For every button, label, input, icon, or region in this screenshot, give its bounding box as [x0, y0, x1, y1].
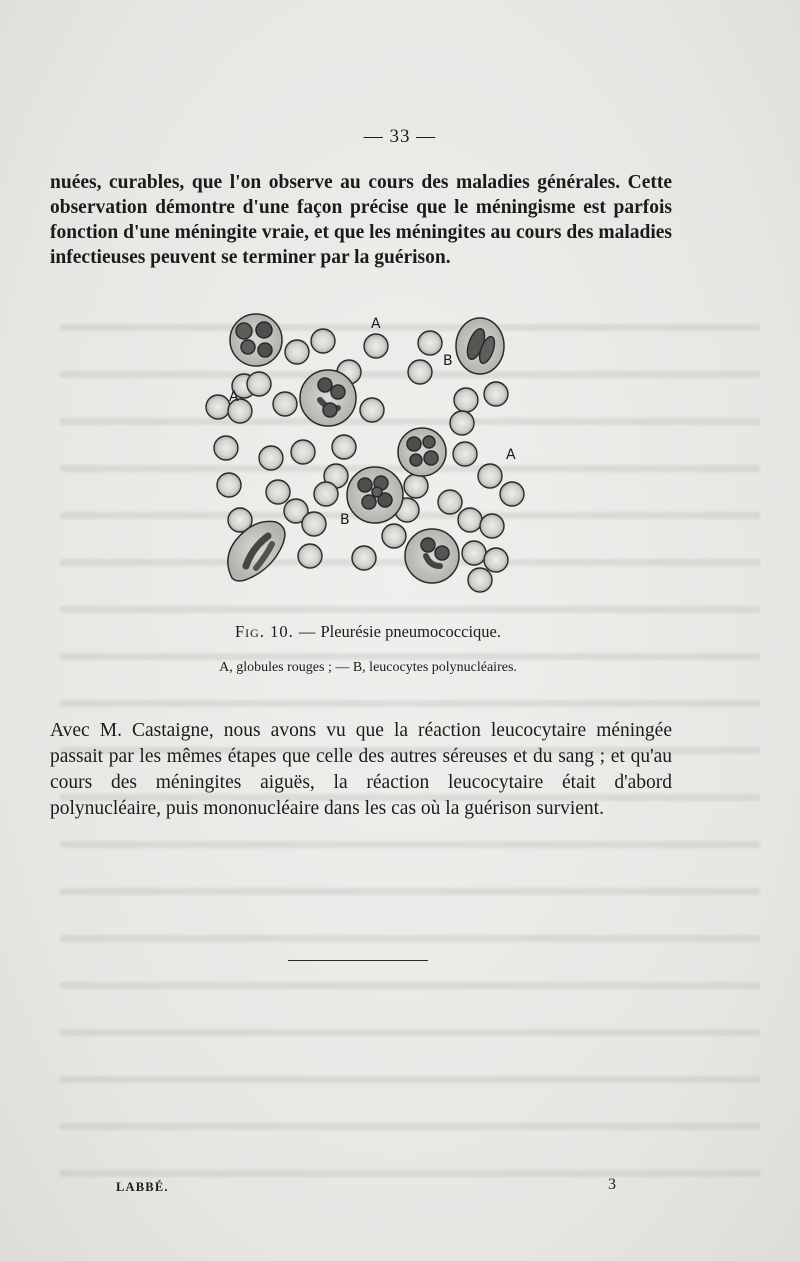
red-blood-cell	[500, 482, 524, 506]
red-blood-cell	[291, 440, 315, 464]
red-blood-cell	[418, 331, 442, 355]
red-blood-cell	[484, 548, 508, 572]
leucocyte	[300, 370, 356, 426]
red-blood-cell	[364, 334, 388, 358]
figure-legend: A, globules rouges ; — B, leucocytes polynucléaires.	[219, 660, 517, 675]
red-blood-cell	[298, 544, 322, 568]
red-blood-cell	[314, 482, 338, 506]
figure-label-b: B	[443, 353, 453, 369]
red-blood-cell	[458, 508, 482, 532]
leucocyte	[347, 467, 403, 523]
figure-label-b: B	[340, 512, 350, 528]
paragraph-1: nuées, curables, que l'on observe au cours des maladies générales. Cette observation démontre d'une façon précise que le méningisme est parfois fonction d'une méningite vraie, et que les méningites au cours des maladies infectieuses peuvent se terminer par la guérison.	[50, 172, 672, 268]
red-blood-cell	[360, 398, 384, 422]
red-blood-cell	[468, 568, 492, 592]
figure-label-a: A	[506, 447, 516, 463]
figure-label-a: A	[229, 389, 239, 405]
footer-author: LABBÉ.	[116, 1180, 169, 1194]
red-blood-cell	[217, 473, 241, 497]
red-blood-cell	[382, 524, 406, 548]
red-blood-cell	[462, 541, 486, 565]
red-blood-cell	[404, 474, 428, 498]
leucocyte	[405, 529, 459, 583]
figure-caption-text: Pleurésie pneumococcique.	[320, 622, 501, 641]
red-blood-cell	[302, 512, 326, 536]
red-blood-cell	[273, 392, 297, 416]
red-blood-cell	[450, 411, 474, 435]
red-blood-cell	[247, 372, 271, 396]
page-number: — 33 —	[363, 126, 437, 147]
red-blood-cell	[453, 442, 477, 466]
red-blood-cell	[438, 490, 462, 514]
leucocyte	[456, 318, 504, 374]
red-blood-cell	[266, 480, 290, 504]
red-blood-cell	[484, 382, 508, 406]
red-blood-cell	[259, 446, 283, 470]
figure-label-a: A	[371, 316, 381, 332]
red-blood-cell	[214, 436, 238, 460]
red-blood-cell	[285, 340, 309, 364]
red-blood-cell	[332, 435, 356, 459]
red-blood-cell	[408, 360, 432, 384]
figure-illustration	[195, 298, 535, 610]
red-blood-cell	[480, 514, 504, 538]
figure-caption	[0, 622, 736, 642]
red-blood-cell	[478, 464, 502, 488]
red-blood-cell	[352, 546, 376, 570]
footer-signature-mark: 3	[608, 1176, 616, 1193]
red-blood-cell	[311, 329, 335, 353]
red-blood-cell	[206, 395, 230, 419]
section-rule	[288, 960, 428, 961]
leucocyte	[398, 428, 446, 476]
leucocyte	[230, 314, 282, 366]
red-blood-cell	[454, 388, 478, 412]
figure-caption-prefix: Fig. 10. —	[235, 622, 317, 641]
paragraph-2: Avec M. Castaigne, nous avons vu que la réaction leucocytaire méningée passait par les mêmes étapes que celle des autres séreuses et du sang ; et qu'au cours des méningites aiguës, la réaction leucocytaire était d'abord polynucléaire, puis mononucléaire dans les cas où la guérison survient.	[50, 720, 672, 819]
